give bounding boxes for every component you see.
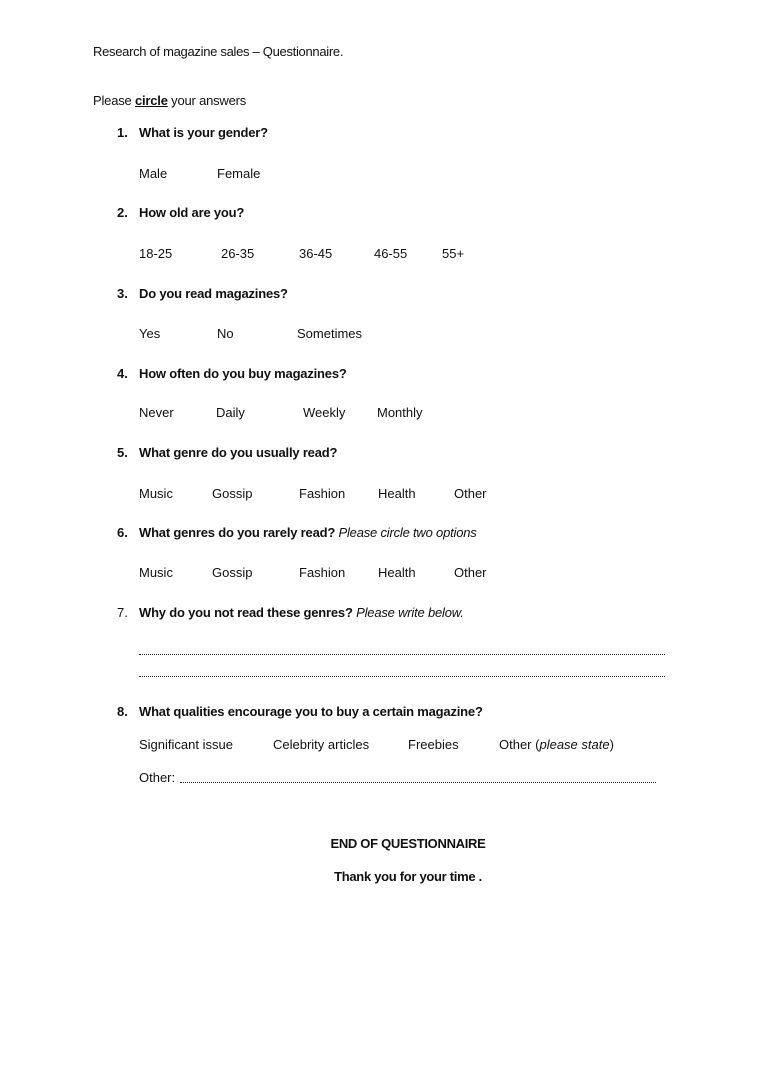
question-1 <box>117 125 128 141</box>
question-8 <box>117 704 128 720</box>
q8-option-other[interactable] <box>499 737 614 753</box>
end-heading: END OF QUESTIONNAIRE <box>330 836 486 851</box>
document-title: Research of magazine sales – Questionnaire. <box>93 44 344 59</box>
question-6 <box>117 525 128 541</box>
answer-line-1[interactable] <box>139 652 665 655</box>
q4-option-monthly[interactable]: Monthly <box>377 405 423 420</box>
instruction-suffix: your answers <box>167 93 247 108</box>
question-3-text: Do you read magazines? <box>139 286 288 301</box>
q6-option-other[interactable]: Other <box>454 565 487 580</box>
q5-option-health[interactable]: Health <box>378 486 416 501</box>
q3-option-yes[interactable]: Yes <box>139 326 161 341</box>
question-number: 4. <box>117 366 128 381</box>
q2-option-5[interactable]: 55+ <box>442 246 465 261</box>
q8-other-italic: please state <box>539 737 610 752</box>
question-7 <box>117 605 128 621</box>
question-3 <box>117 286 128 302</box>
q1-option-male[interactable]: Male <box>139 166 168 181</box>
q4-option-never[interactable]: Never <box>139 405 174 420</box>
q6-option-fashion[interactable]: Fashion <box>299 565 346 580</box>
question-number: 2. <box>117 205 128 220</box>
question-6-text <box>139 525 477 541</box>
q4-option-weekly[interactable]: Weekly <box>303 405 346 420</box>
question-5 <box>117 445 128 461</box>
question-2-text: How old are you? <box>139 205 245 220</box>
instruction-prefix: Please <box>93 93 135 108</box>
q2-option-4[interactable]: 46-55 <box>374 246 408 261</box>
q6-option-gossip[interactable]: Gossip <box>212 565 253 580</box>
instruction-emphasis: circle <box>134 93 168 108</box>
q1-option-female[interactable]: Female <box>217 166 261 181</box>
q8-other-label: Other: <box>139 770 176 785</box>
q2-option-3[interactable]: 36-45 <box>299 246 333 261</box>
q8-other-prefix: Other ( <box>499 737 540 752</box>
question-number: 6. <box>117 525 128 540</box>
question-number: 7. <box>117 605 128 620</box>
question-6-note: Please circle two options <box>338 525 477 540</box>
q6-option-music[interactable]: Music <box>139 565 173 580</box>
question-8-text: What qualities encourage you to buy a certain magazine? <box>139 704 483 719</box>
q2-option-2[interactable]: 26-35 <box>221 246 255 261</box>
question-number: 3. <box>117 286 128 301</box>
q8-option-freebies[interactable]: Freebies <box>408 737 459 752</box>
thanks-text: Thank you for your time . <box>334 869 482 884</box>
question-7-text <box>139 605 464 621</box>
question-2 <box>117 205 128 221</box>
question-5-text: What genre do you usually read? <box>139 445 338 460</box>
q8-other-line[interactable] <box>180 780 656 783</box>
question-4 <box>117 366 128 382</box>
question-4-text: How often do you buy magazines? <box>139 366 347 381</box>
q8-other-suffix: ) <box>609 737 614 752</box>
q4-option-daily[interactable]: Daily <box>216 405 245 420</box>
q3-option-no[interactable]: No <box>217 326 234 341</box>
q5-option-music[interactable]: Music <box>139 486 173 501</box>
question-1-text: What is your gender? <box>139 125 268 140</box>
q5-option-gossip[interactable]: Gossip <box>212 486 253 501</box>
question-7-label: Why do you not read these genres? <box>139 605 353 620</box>
q8-option-significant-issue[interactable]: Significant issue <box>139 737 233 752</box>
q6-option-health[interactable]: Health <box>378 565 416 580</box>
instructions <box>93 93 246 109</box>
question-number: 1. <box>117 125 128 140</box>
question-7-note: Please write below. <box>356 605 464 620</box>
q5-option-fashion[interactable]: Fashion <box>299 486 346 501</box>
q3-option-sometimes[interactable]: Sometimes <box>297 326 363 341</box>
question-number: 8. <box>117 704 128 719</box>
q2-option-1[interactable]: 18-25 <box>139 246 173 261</box>
q8-option-celebrity-articles[interactable]: Celebrity articles <box>273 737 370 752</box>
question-number: 5. <box>117 445 128 460</box>
answer-line-2[interactable] <box>139 674 665 677</box>
question-6-label: What genres do you rarely read? <box>139 525 336 540</box>
q5-option-other[interactable]: Other <box>454 486 487 501</box>
